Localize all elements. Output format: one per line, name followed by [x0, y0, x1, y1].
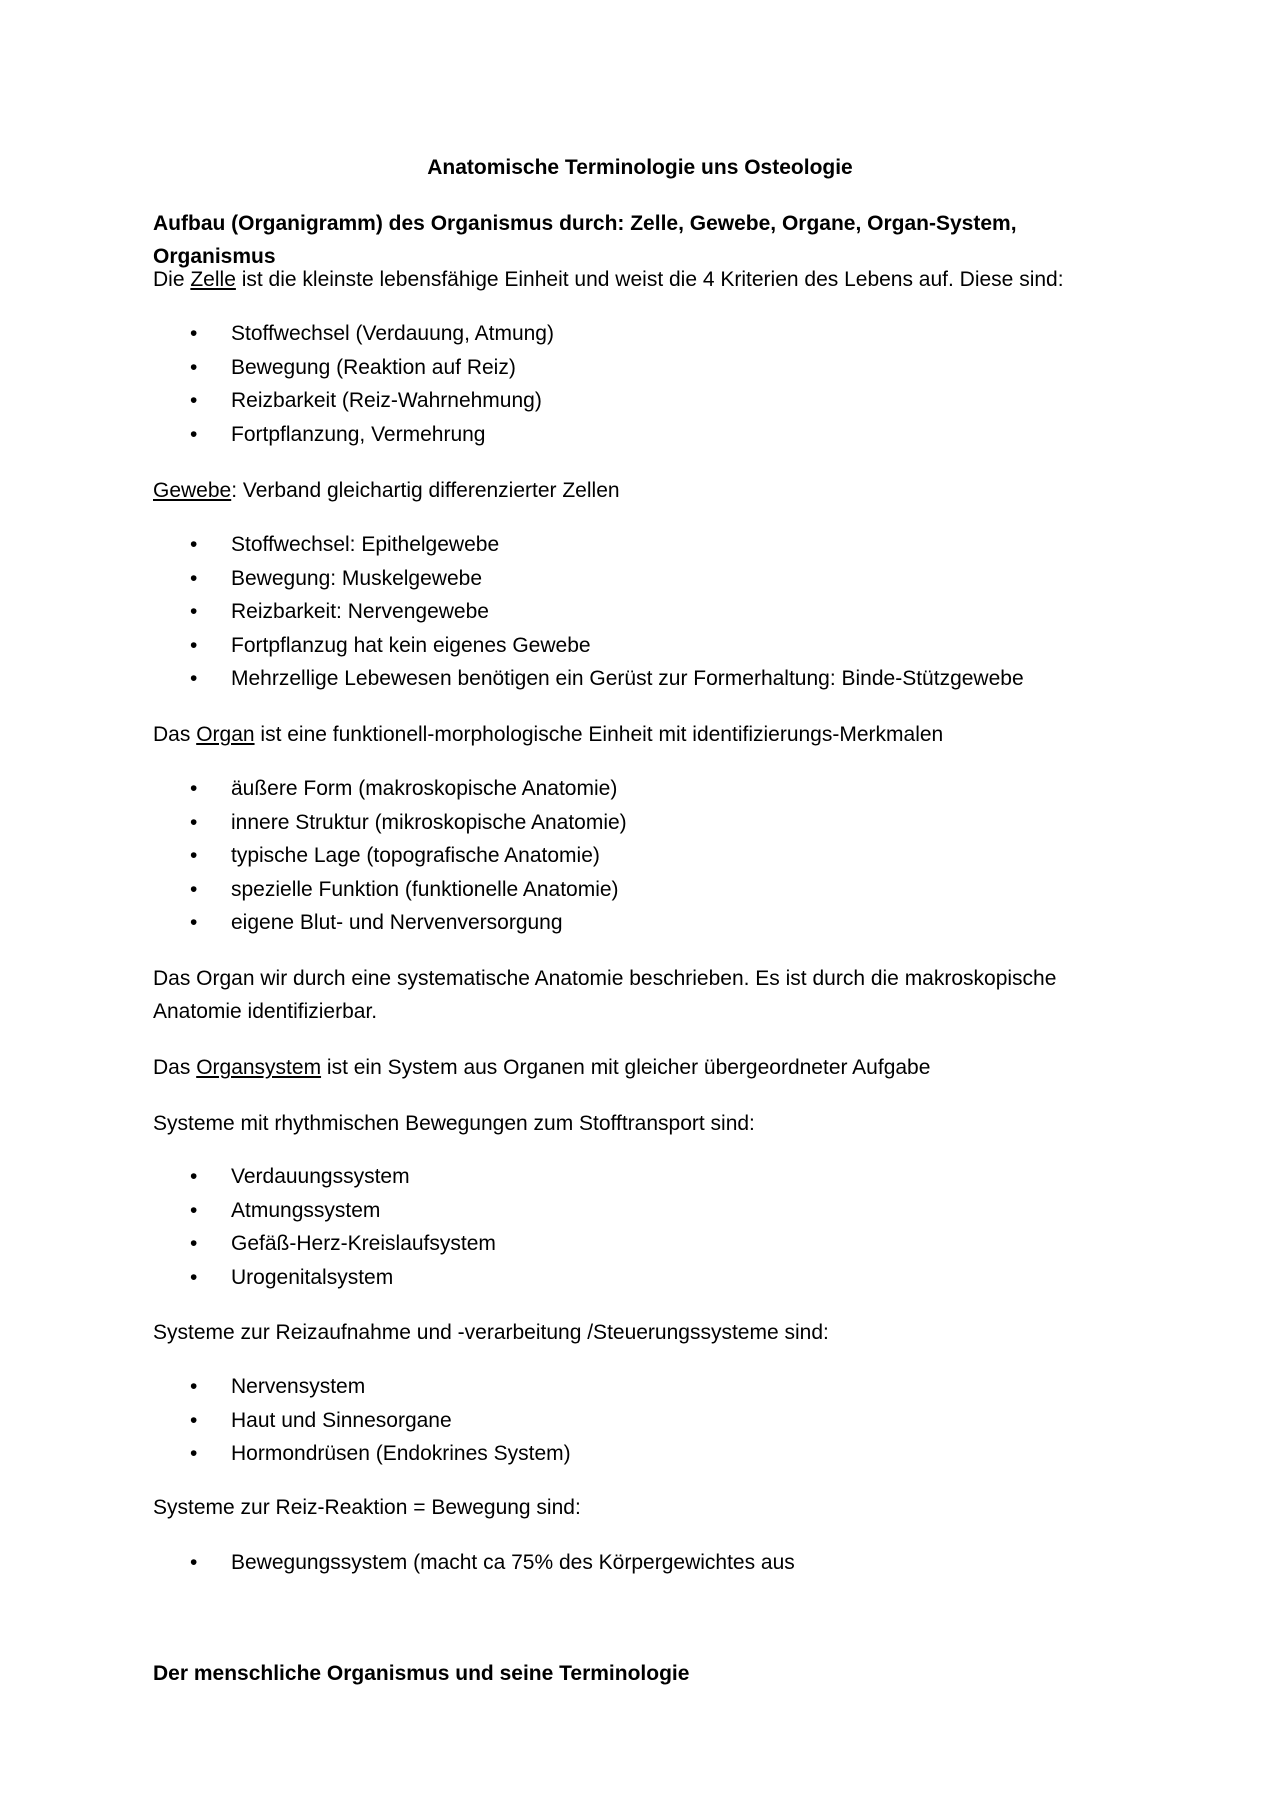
organsystem-suffix: ist ein System aus Organen mit gleicher übergeordneter Aufgabe	[321, 1056, 931, 1079]
list-item: • Mehrzellige Lebewesen benötigen ein Gerüst zur Formerhaltung: Binde-Stützgewebe	[153, 662, 1133, 696]
list-item: • Gefäß-Herz-Kreislaufsystem	[153, 1227, 1133, 1261]
gewebe-paragraph	[153, 474, 1133, 507]
list-item: • Reizbarkeit: Nervengewebe	[153, 595, 1133, 629]
organ-prefix: Das	[153, 723, 197, 746]
structure-heading: Aufbau (Organigramm) des Organismus durch: Zelle, Gewebe, Organe, Organ-System, Organismus	[153, 212, 1017, 268]
terminology-heading: Der menschliche Organismus und seine Terminologie	[153, 1662, 690, 1685]
list-item: • Verdauungssystem	[153, 1160, 1133, 1194]
zelle-term: Zelle	[190, 268, 236, 291]
reaktion-systems-list	[153, 1546, 1133, 1580]
organsystem-paragraph	[153, 1051, 1133, 1084]
zelle-criteria-list	[153, 317, 1133, 451]
list-item: • Haut und Sinnesorgane	[153, 1404, 1133, 1438]
list-item: • typische Lage (topografische Anatomie)	[153, 839, 1133, 873]
organ-paragraph	[153, 718, 1133, 751]
zelle-prefix: Die	[153, 268, 191, 291]
organ-features-list	[153, 772, 1133, 940]
list-item: • Hormondrüsen (Endokrines System)	[153, 1437, 1133, 1471]
list-item: • eigene Blut- und Nervenversorgung	[153, 906, 1133, 940]
list-item: • spezielle Funktion (funktionelle Anatomie)	[153, 873, 1133, 907]
organsystem-term: Organsystem	[196, 1056, 322, 1079]
reiz-intro: Systeme zur Reizaufnahme und -verarbeitung /Steuerungssysteme sind:	[153, 1321, 829, 1344]
document-title: Anatomische Terminologie uns Osteologie	[427, 156, 853, 179]
reiz-systems-list	[153, 1370, 1133, 1471]
list-item: • Fortpflanzung, Vermehrung	[153, 418, 1133, 452]
list-item: • Reizbarkeit (Reiz-Wahrnehmung)	[153, 384, 1133, 418]
zelle-paragraph	[153, 263, 1133, 296]
organ-term: Organ	[196, 723, 255, 746]
gewebe-list	[153, 528, 1133, 696]
list-item: • innere Struktur (mikroskopische Anatomie)	[153, 806, 1133, 840]
list-item: • Stoffwechsel: Epithelgewebe	[153, 528, 1133, 562]
list-item: • Fortpflanzug hat kein eigenes Gewebe	[153, 629, 1133, 663]
list-item: • Bewegungssystem (macht ca 75% des Körpergewichtes aus	[153, 1546, 1133, 1580]
list-item: • Nervensystem	[153, 1370, 1133, 1404]
organsystem-prefix: Das	[153, 1056, 197, 1079]
rhythm-systems-list	[153, 1160, 1133, 1294]
list-item: • Stoffwechsel (Verdauung, Atmung)	[153, 317, 1133, 351]
list-item: • Urogenitalsystem	[153, 1261, 1133, 1295]
organ-description: Das Organ wir durch eine systematische Anatomie beschrieben. Es ist durch die makroskopische Anatomie identifizierbar.	[153, 967, 1057, 1023]
list-item: • Atmungssystem	[153, 1194, 1133, 1228]
organ-suffix: ist eine funktionell-morphologische Einheit mit identifizierungs-Merkmalen	[254, 723, 944, 746]
gewebe-suffix: : Verband gleichartig differenzierter Zellen	[231, 479, 620, 502]
list-item: • Bewegung (Reaktion auf Reiz)	[153, 351, 1133, 385]
zelle-suffix: ist die kleinste lebensfähige Einheit und weist die 4 Kriterien des Lebens auf. Diese sind:	[235, 268, 1064, 291]
rhythm-intro: Systeme mit rhythmischen Bewegungen zum Stofftransport sind:	[153, 1112, 755, 1135]
gewebe-term: Gewebe	[153, 479, 232, 502]
reaktion-intro: Systeme zur Reiz-Reaktion = Bewegung sind:	[153, 1496, 581, 1519]
list-item: • Bewegung: Muskelgewebe	[153, 562, 1133, 596]
list-item: • äußere Form (makroskopische Anatomie)	[153, 772, 1133, 806]
